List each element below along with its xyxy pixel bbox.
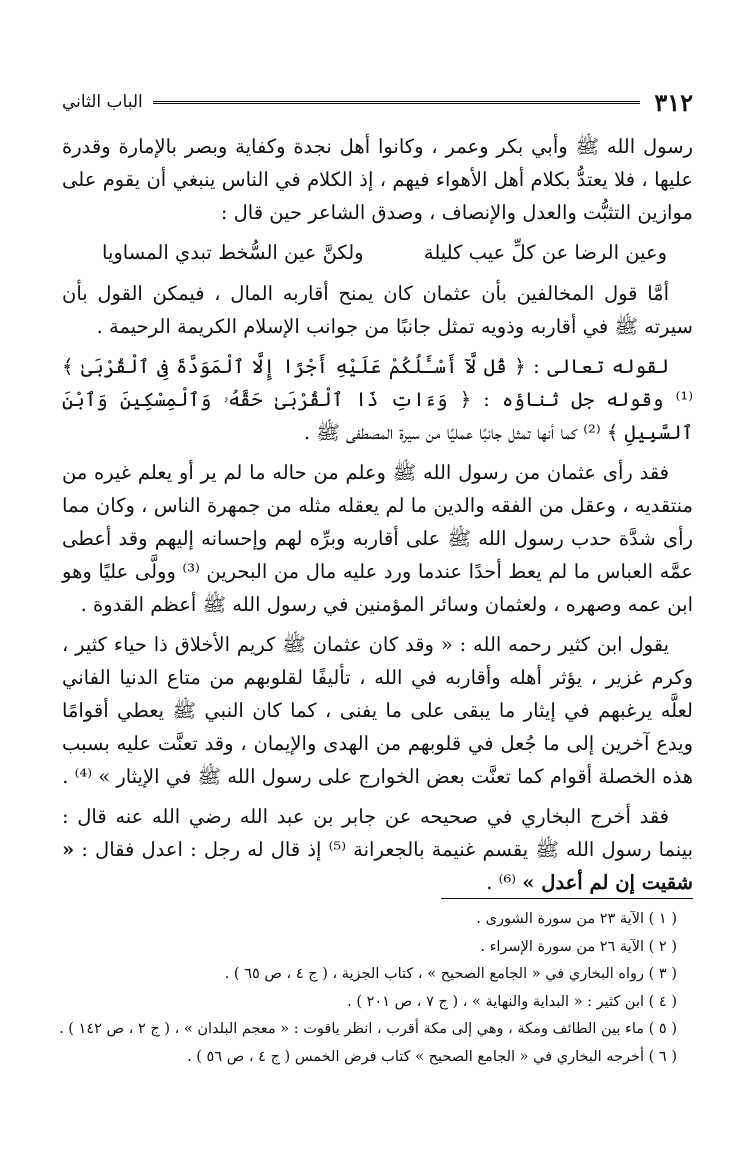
paragraph-5: يقول ابن كثير رحمه الله : « وقد كان عثمان ﷺ كريم الأخلاق ذا حياء كثير ، وكرم غزير ، يؤثر أهله وأقاربه في الله ، تأليفًا لقلوبهم من متاع الدنيا الفاني لعلَّه يرغبهم في إيثار ما يبقى على ما يفنى ، كما كان النبي ﷺ يعطي أقوامًا ويدع آخرين إلى ما جُعل في قلوبهم من الهدى والإيمان ، وقد تعنَّت عليه بسبب هذه الخصلة أقوام كما تعنَّت بعض الخوارج على رسول الله ﷺ في الإيثار » ⁽⁴⁾ .: [62, 633, 693, 788]
running-header: [62, 82, 693, 122]
chapter-title: الباب الثاني: [62, 92, 143, 112]
paragraph-4: فقد رأى عثمان من رسول الله ﷺ وعلم من حاله ما لم ير أو يعلم غيره من منتقديه ، وعقل من الفقه والدين ما لم يعقله مثله من جمهرة الناس ، وكان مما رأى شدَّة حدب رسول الله ﷺ على أقاربه وبرِّه لهم وإحسانه إليهم وقد أعطى عمَّه العباس ما لم يعط أحدًا عندما ورد عليه مال من البحرين ⁽³⁾ وولَّى عليًا وهو ابن عمه وصهره ، ولعثمان وسائر المؤمنين في رسول الله ﷺ أعظم القدوة .: [62, 461, 693, 616]
verse-first-hemistich: وعين الرضا عن كلِّ عيب كليلة: [423, 241, 667, 264]
footnote-3: ( ٣ ) رواه البخاري في « الجامع الصحيح » ، كتاب الجزية ، ( ج ٤ ، ص ٦٥ ) .: [224, 966, 677, 982]
footnote-2: ( ٢ ) الآية ٢٦ من سورة الإسراء .: [480, 938, 677, 955]
paragraph-6: [62, 800, 693, 899]
paragraph-6-text: فقد أخرج البخاري في صحيحه عن جابر بن عبد الله رضي الله عنه قال : بينما رسول الله ﷺ يقسم غنيمة بالجعرانة ⁽⁵⁾ إذ قال له رجل : اعدل فقال :: [62, 805, 694, 861]
header-rule: [153, 101, 641, 104]
main-text: [62, 130, 693, 906]
verse-second-hemistich: ولكنَّ عين السُّخط تبدي المساويا: [102, 241, 364, 264]
footnotes: [59, 906, 677, 1071]
footnote-1: ( ١ ) الآية ٢٣ من سورة الشورى .: [476, 911, 677, 927]
footnote-separator: [441, 898, 693, 899]
paragraph-3: لقوله تعالى : ﴿ قُل لَّآ أَسْـَٔلُكُمْ عَلَيْهِ أَجْرًا إِلَّا ٱلْمَوَدَّةَ فِى ٱلْقُرْبَىٰ ﴾ ⁽¹⁾ وقوله جل ثناؤه : ﴿ وَءَاتِ ذَا ٱلْقُرْبَىٰ حَقَّهُۥ وَٱلْمِسْكِينَ وَٱبْنَ ٱلسَّبِيلِ ﴾ ⁽²⁾ كما أنها تمثل جانبًا عمليًا من سيرة المصطفى ﷺ .: [62, 355, 693, 444]
page-number: ٣١٢: [654, 87, 693, 117]
footnote-5: ( ٥ ) ماء بين الطائف ومكة ، وهي إلى مكة أقرب ، انظر ياقوت : « معجم البلدان » ، ( ج ٢ ، ص ١٤٢ ) .: [59, 1021, 677, 1037]
paragraph-1: رسول الله ﷺ وأبي بكر وعمر ، وكانوا أهل نجدة وكفاية وبصر بالإمارة وقدرة عليها ، فلا يعتدُّ بكلام أهل الأهواء فيهم ، إذ الكلام في الناس ينبغي أن يقوم على موازين التثبُّت والعدل والإنصاف ، وصدق الشاعر حين قال :: [62, 135, 693, 224]
footnote-6: ( ٦ ) أخرجه البخاري في « الجامع الصحيح » كتاب فرض الخمس ( ج ٤ ، ص ٥٦ ) .: [187, 1048, 677, 1065]
poetry-verse: [62, 236, 693, 269]
paragraph-2: أمَّا قول المخالفين بأن عثمان كان يمنح أقاربه المال ، فيمكن القول بأن سيرته ﷺ في أقاربه وذويه تمثل جانبًا من جوانب الإسلام الكريمة الرحيمة .: [62, 282, 693, 338]
hadith-quote: « شقيت إن لم أعدل »: [62, 838, 693, 894]
paragraph-6-tail: ⁽⁶⁾ .: [486, 871, 517, 894]
footnote-4: ( ٤ ) ابن كثير : « البداية والنهاية » ، ( ج ٧ ، ص ٢٠١ ) .: [347, 993, 677, 1010]
